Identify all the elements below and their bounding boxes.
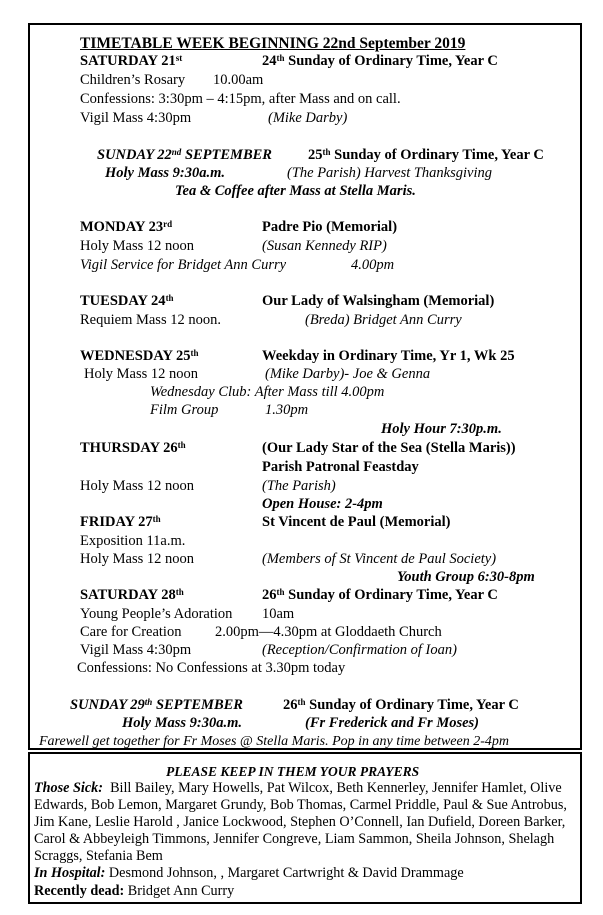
wed25-mass: Holy Mass 12 noon [84, 366, 198, 382]
prayers-heading: PLEASE KEEP IN THEM YOUR PRAYERS [166, 764, 420, 779]
thu26-open-house: Open House: 2-4pm [262, 496, 383, 512]
fri27-feast: St Vincent de Paul (Memorial) [262, 514, 451, 530]
sat21-day: SATURDAY 21st [80, 53, 183, 69]
wed25-mass-intention: (Mike Darby)- Joe & Genna [265, 366, 431, 382]
fri27-youth: Youth Group 6:30-8pm [397, 569, 535, 585]
sun22-feast: 25th Sunday of Ordinary Time, Year C [308, 147, 544, 163]
prayers-hospital: In Hospital: Desmond Johnson, , Margaret Cartwright & David Drammage [34, 865, 464, 881]
mon23-vigil-time: 4.00pm [351, 257, 395, 273]
sat28-vigil-intention: (Reception/Confirmation of Ioan) [262, 642, 457, 658]
mon23-mass: Holy Mass 12 noon [80, 238, 194, 254]
mon23-vigil: Vigil Service for Bridget Ann Curry [80, 257, 287, 273]
sat21-vigil: Vigil Mass 4:30pm [80, 110, 192, 126]
tue24-mass-intention: (Breda) Bridget Ann Curry [305, 312, 462, 328]
thu26-mass-intention: (The Parish) [262, 478, 336, 494]
fri27-exposition: Exposition 11a.m. [80, 533, 186, 549]
fri27-mass-intention: (Members of St Vincent de Paul Society) [262, 551, 497, 567]
sat28-adoration: Young People’s Adoration [80, 606, 233, 622]
sat21-vigil-intention: (Mike Darby) [268, 110, 348, 126]
wed25-club: Wednesday Club: After Mass till 4.00pm [150, 384, 385, 400]
sat28-day: SATURDAY 28th [80, 587, 184, 603]
wed25-feast: Weekday in Ordinary Time, Yr 1, Wk 25 [262, 348, 515, 364]
wed25-film-time: 1.30pm [265, 402, 309, 418]
thu26-mass: Holy Mass 12 noon [80, 478, 194, 494]
thu26-day: THURSDAY 26th [80, 440, 186, 456]
tue24-feast: Our Lady of Walsingham (Memorial) [262, 293, 495, 309]
sun29-farewell: Farewell get together for Fr Moses @ Stella Maris. Pop in any time between 2-4pm [39, 734, 510, 749]
fri27-mass: Holy Mass 12 noon [80, 551, 194, 567]
thu26-feast2: Parish Patronal Feastday [262, 459, 419, 475]
prayers-sick [34, 780, 574, 865]
sat28-feast: 26th Sunday of Ordinary Time, Year C [262, 587, 498, 603]
sat21-feast: 24th Sunday of Ordinary Time, Year C [262, 53, 498, 69]
sun29-mass: Holy Mass 9:30a.m. [122, 715, 243, 731]
sun22-day: SUNDAY 22nd SEPTEMBER [97, 147, 272, 163]
tue24-day: TUESDAY 24th [80, 293, 174, 309]
thu26-feast: (Our Lady Star of the Sea (Stella Maris)) [262, 440, 516, 456]
sun22-mass-intention: (The Parish) Harvest Thanksgiving [287, 165, 492, 181]
sun22-tea: Tea & Coffee after Mass at Stella Maris. [175, 183, 416, 199]
sat21-rosary: Children’s Rosary [80, 72, 186, 88]
tue24-mass: Requiem Mass 12 noon. [80, 312, 221, 328]
sick-names: Bill Bailey, Mary Howells, Pat Wilcox, Beth Kennerley, Jennifer Hamlet, Olive Edwards, Bob Lemon, Margaret Grundy, Bob Thomas, Carmel Priddle, Paul & Sue Antrobus, Jim Kane, Leslie Harold , Janice Lockwood, Stephen O’Connell, Ian Dufield, Doreen Barker, Carol & Abbeyleigh Timmons, Jennifer Congreve, Liam Sammon, Sheila Johnson, Shelagh Scraggs, Stefania Bem [34, 780, 567, 864]
sat28-vigil: Vigil Mass 4:30pm [80, 642, 192, 658]
sun29-mass-intention: (Fr Frederick and Fr Moses) [305, 715, 480, 731]
sun29-day: SUNDAY 29th SEPTEMBER [70, 697, 243, 713]
sun29-feast: 26th Sunday of Ordinary Time, Year C [283, 697, 519, 713]
wed25-film: Film Group [150, 402, 219, 418]
wed25-day: WEDNESDAY 25th [80, 348, 199, 364]
page-title: TIMETABLE WEEK BEGINNING 22nd September 2019 [80, 35, 466, 52]
mon23-mass-intention: (Susan Kennedy RIP) [262, 238, 387, 254]
prayers-recently-dead: Recently dead: Bridget Ann Curry [34, 883, 235, 899]
sat28-care-time: 2.00pm—4.30pm at Gloddaeth Church [215, 624, 442, 640]
wed25-holy-hour: Holy Hour 7:30p.m. [381, 421, 502, 437]
sat21-confessions: Confessions: 3:30pm – 4:15pm, after Mass and on call. [80, 91, 401, 107]
sat21-rosary-time: 10.00am [213, 72, 264, 88]
fri27-day: FRIDAY 27th [80, 514, 161, 530]
sat28-adoration-time: 10am [262, 606, 295, 622]
sat28-care: Care for Creation [80, 624, 182, 640]
mon23-day: MONDAY 23rd [80, 219, 173, 235]
sat28-confessions: Confessions: No Confessions at 3.30pm today [77, 660, 346, 676]
sick-label: Those Sick: [34, 780, 103, 796]
mon23-feast: Padre Pio (Memorial) [262, 219, 398, 235]
sun22-mass: Holy Mass 9:30a.m. [105, 165, 226, 181]
